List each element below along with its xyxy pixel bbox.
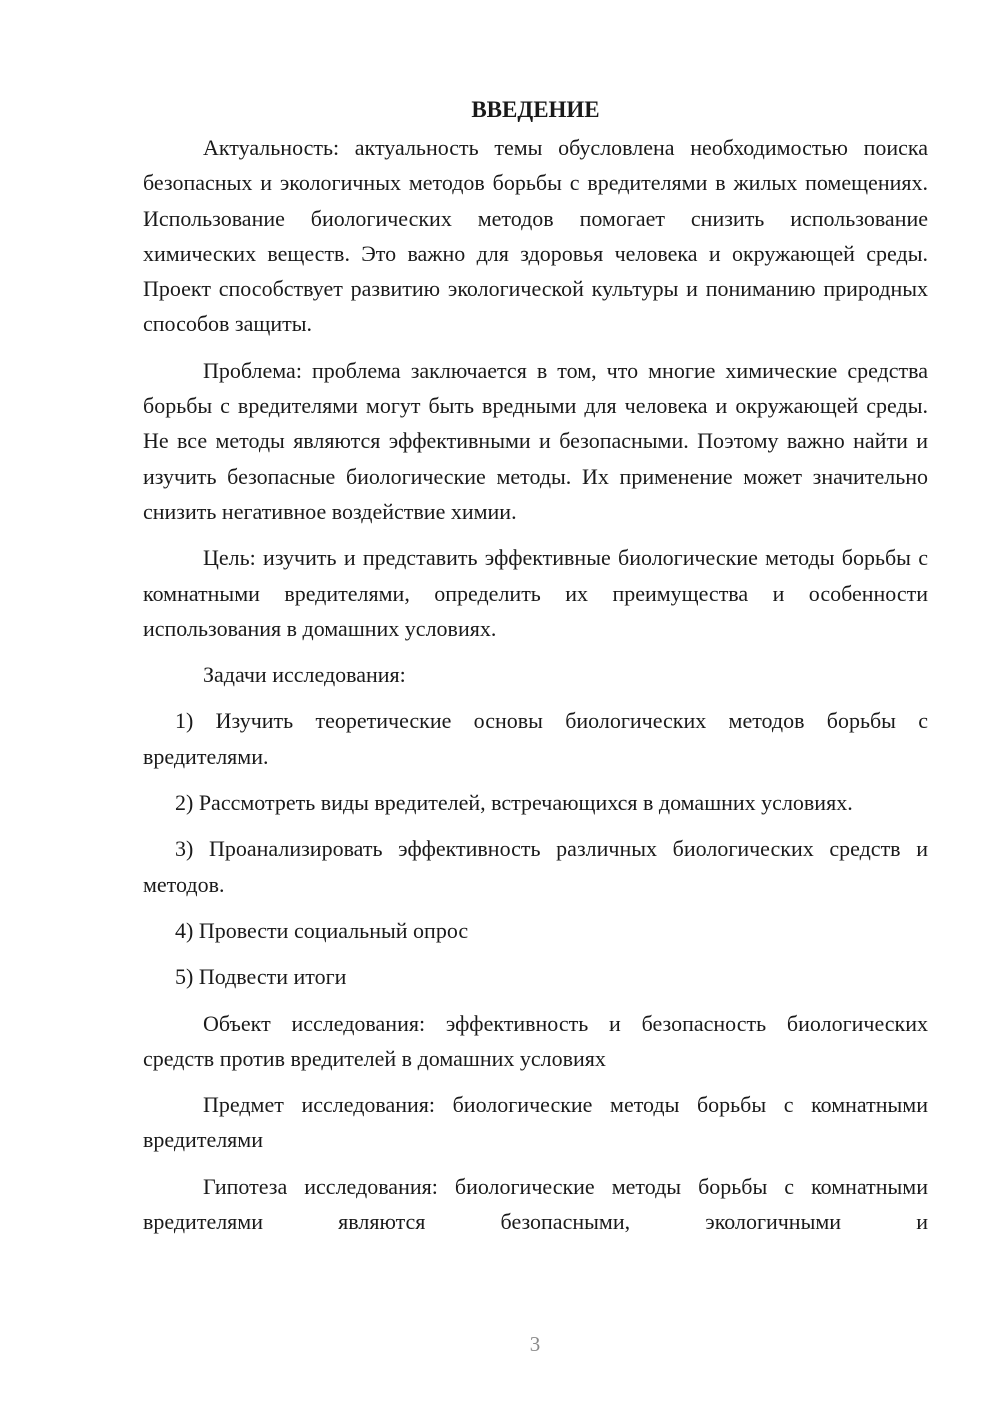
- task-item: 5) Подвести итоги: [175, 964, 347, 990]
- hypothesis-paragraph: Гипотеза исследования: биологические методы борьбы с комнатными вредителями являются безопасными, экологичными и: [143, 1173, 928, 1235]
- goal-paragraph: Цель: изучить и представить эффективные биологические методы борьбы с комнатными вредителями, определить их преимущества и особенности использования в домашних условиях.: [143, 545, 928, 641]
- page-number: 3: [529, 1332, 541, 1356]
- subject-paragraph: Предмет исследования: биологические методы борьбы с комнатными вредителями: [143, 1092, 928, 1153]
- task-item: 3) Проанализировать эффективность различных биологических средств и методов.: [143, 836, 928, 897]
- object-paragraph: Объект исследования: эффективность и безопасность биологических средств против вредителей в домашних условиях: [143, 1010, 928, 1071]
- tasks-heading: Задачи исследования:: [203, 662, 406, 688]
- relevance-paragraph: Актуальность: актуальность темы обусловлена необходимостью поиска безопасных и экологичных методов борьбы с вредителями в жилых помещениях. Использование биологических методов помогает снизить использование химических веществ. Это важно для здоровья человека и окружающей среды. Проект способствует развитию экологической культуры и пониманию природных способов защиты.: [143, 135, 928, 337]
- section-title: ВВЕДЕНИЕ: [471, 97, 600, 122]
- task-item: 4) Провести социальный опрос: [175, 917, 469, 943]
- task-item: 1) Изучить теоретические основы биологических методов борьбы с вредителями.: [143, 708, 928, 769]
- problem-paragraph: Проблема: проблема заключается в том, что многие химические средства борьбы с вредителями могут быть вредными для человека и окружающей среды. Не все методы являются эффективными и безопасными. Поэтому важно найти и изучить безопасные биологические методы. Их применение может значительно снизить негативное воздействие химии.: [143, 357, 928, 524]
- document-page: [143, 92, 928, 1239]
- task-item: 2) Рассмотреть виды вредителей, встречающихся в домашних условиях.: [175, 790, 853, 816]
